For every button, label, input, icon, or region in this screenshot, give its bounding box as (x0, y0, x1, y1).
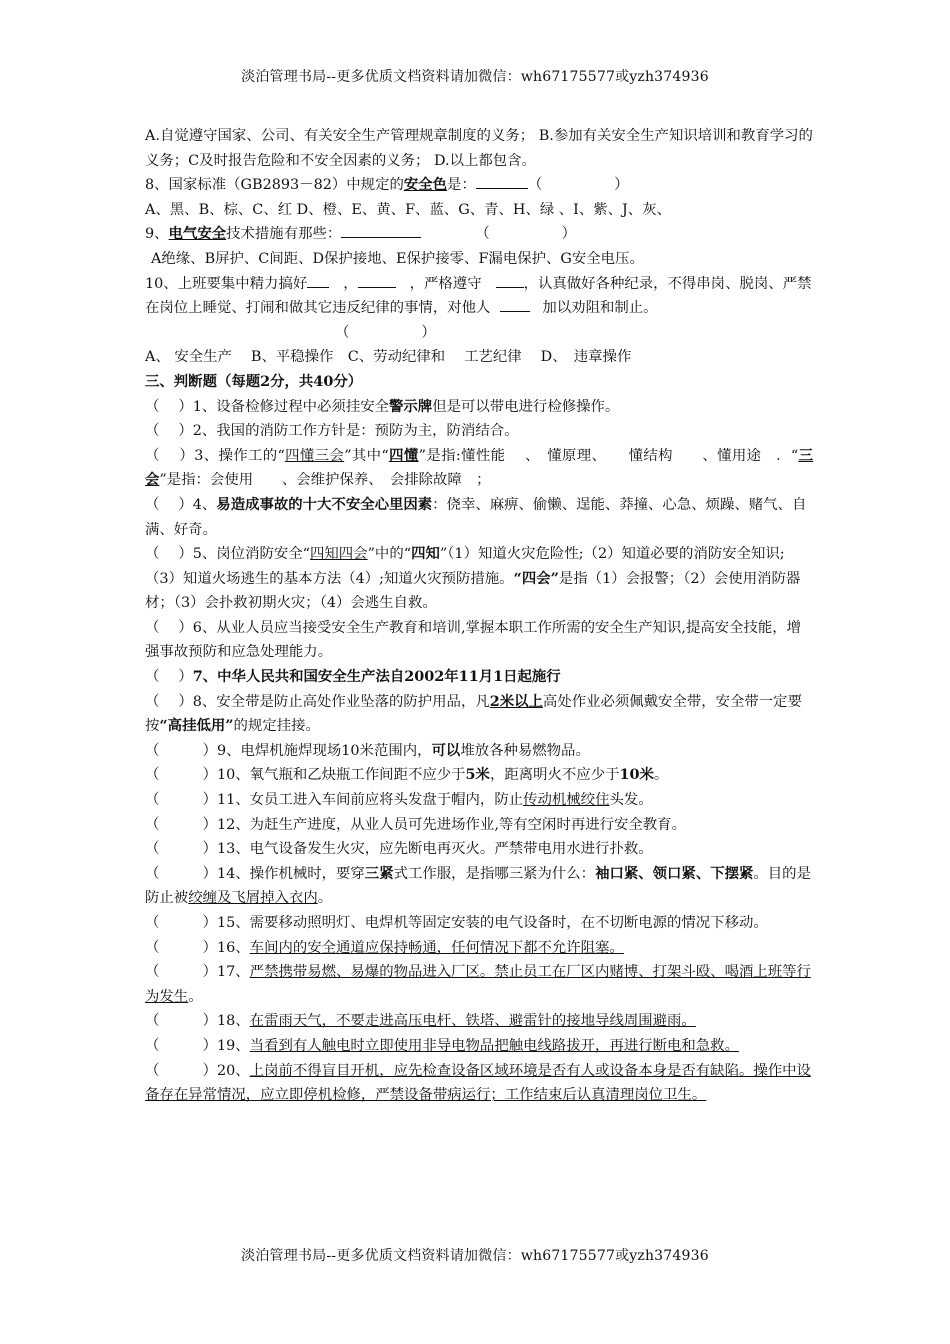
answer-paren[interactable]: （ ） (145, 693, 193, 710)
answer-paren[interactable]: （ ） (145, 767, 217, 784)
judge-15: （ ）15、需要移动照明灯、电焊机等固定安装的电气设备时，在不切断电源的情况下移动。 (145, 915, 768, 931)
page-footer: 淡泊管理书局--更多优质文档资料请加微信：wh67175577或yzh374936 (241, 1248, 709, 1264)
document-body (145, 124, 813, 1108)
answer-blank[interactable] (500, 297, 530, 312)
question-9: 9、电气安全技术措施有那些： （ ） (145, 225, 577, 243)
answer-paren[interactable]: （ ） (145, 964, 217, 981)
answer-blank[interactable] (307, 273, 329, 288)
q8-options: A、黑、B、棕、C、红 D、橙、E、黄、F、蓝、G、青、H、绿 、I、紫、J、灰、 (145, 201, 671, 218)
answer-blank[interactable] (341, 223, 421, 238)
judge-18: （ ）18、在雷雨天气，不要走进高压电杆、铁塔、避雷针的接地导线周围避雨。 (145, 1013, 696, 1030)
answer-paren[interactable]: （ ） (145, 398, 193, 415)
answer-paren[interactable]: （ ） (145, 447, 195, 464)
judge-6: （ ）6、从业人员应当接受安全生产教育和培训,掌握本职工作所需的安全生产知识,提高安全技能，增强事故预防和应急处理能力。 (145, 619, 802, 661)
answer-paren[interactable]: （ ） (475, 226, 577, 243)
answer-paren[interactable]: （ ） (145, 939, 217, 956)
answer-paren[interactable]: （ ） (145, 423, 193, 440)
judge-13: （ ）13、电气设备发生火灾，应先断电再灭火。严禁带电用水进行扑救。 (145, 841, 653, 858)
question-10: 10、上班要集中精力搞好 ， ，严格遵守 ，认真做好各种纪录，不得串岗、脱岗、严禁在岗位上睡觉、打闹和做其它违反纪律的事情，对他人 加以劝阻和制止。（ ） (145, 272, 813, 346)
page-header: 淡泊管理书局--更多优质文档资料请加微信：wh67175577或yzh374936 (241, 69, 709, 85)
judge-14: （ ）14、操作机械时，要穿三紧式工作服，是指哪三紧为什么：袖口紧、领口紧、下摆紧。目的是防止被绞缠及飞屑掉入衣内。 (145, 864, 811, 907)
answer-paren[interactable]: （ ） (145, 1037, 217, 1054)
question-8: 8、国家标准（GB2893－82）中规定的安全色是： （ ） (145, 176, 629, 194)
answer-paren[interactable]: （ ） (145, 742, 217, 759)
q10-options: A、 安全生产 B、平稳操作 C、劳动纪律和 工艺纪律 D、 违章操作 (145, 349, 632, 366)
judge-16: （ ）16、车间内的安全通道应保持畅通，任何情况下都不允许阻塞。 (145, 939, 624, 956)
judge-8: （ ）8、安全带是防止高处作业坠落的防护用品，凡2米以上高处作业必须佩戴安全带，安全带一定要按“高挂低用”的规定挂接。 (145, 692, 802, 735)
answer-paren[interactable]: （ ） (145, 792, 217, 809)
answer-blank[interactable] (496, 273, 524, 288)
judge-2: （ ）2、我国的消防工作方针是：预防为主，防消结合。 (145, 423, 519, 440)
answer-paren[interactable]: （ ） (145, 1013, 217, 1030)
judge-11: （ ）11、女员工进入车间前应将头发盘于帽内，防止传动机械绞住头发。 (145, 792, 653, 809)
answer-paren[interactable]: （ ） (527, 177, 629, 194)
section-3-title: 三、判断题（每题2分，共40分） (145, 372, 363, 390)
q9-options: A绝缘、B屏护、C间距、D保护接地、E保护接零、F漏电保护、G安全电压。 (151, 250, 644, 267)
answer-paren[interactable]: （ ） (145, 669, 193, 686)
answer-paren[interactable]: （ ） (145, 841, 217, 858)
judge-19: （ ）19、当看到有人触电时立即使用非导电物品把触电线路拔开，再进行断电和急救。 (145, 1037, 739, 1054)
judge-1: （ ）1、设备检修过程中必须挂安全警示牌但是可以带电进行检修操作。 (145, 397, 620, 415)
judge-10: （ ）10、氧气瓶和乙炔瓶工作间距不应少于5米，距离明火不应少于10米。 (145, 766, 669, 784)
judge-7: （ ）7、中华人民共和国安全生产法自2002年11月1日起施行 (145, 668, 561, 686)
judge-4: （ ）4、易造成事故的十大不安全心里因素：侥幸、麻痹、偷懒、逞能、莽撞、心急、烦躁、赌气、自满、好奇。 (145, 495, 807, 538)
answer-blank[interactable] (476, 174, 528, 189)
answer-paren[interactable]: （ ） (145, 865, 217, 882)
judge-17: （ ）17、严禁携带易燃、易爆的物品进入厂区。禁止员工在厂区内赌博、打架斗殴、喝酒上班等行为发生。 (145, 964, 811, 1005)
answer-paren[interactable]: （ ） (145, 619, 193, 636)
answer-blank[interactable] (358, 273, 396, 288)
judge-12: （ ）12、为赶生产进度，从业人员可先进场作业,等有空闲时再进行安全教育。 (145, 816, 686, 833)
judge-5: （ ）5、岗位消防安全“四知四会”中的“四知”（1）知道火灾危险性;（2）知道必要的消防安全知识;（3）知道火场逃生的基本方法（4）;知道火灾预防措施。“四会”是指（1）会报警；（2）会使用消防器材；（3）会扑救初期火灾；（4）会逃生自救。 (145, 545, 801, 612)
judge-3: （ ）3、操作工的“四懂三会”其中“四懂”是指:懂性能 、 懂原理、 懂结构 、懂用途 ．“三会”是指：会使用 、会维护保养、 会排除故障 ； (145, 446, 813, 489)
answer-paren[interactable]: （ ） (145, 496, 193, 513)
keyword: 安全色 (403, 176, 448, 194)
answer-paren[interactable]: （ ） (335, 324, 436, 341)
answer-paren[interactable]: （ ） (145, 546, 193, 563)
keyword: 电气安全 (168, 225, 227, 243)
answer-paren[interactable]: （ ） (145, 915, 217, 931)
answer-paren[interactable]: （ ） (145, 816, 217, 833)
answer-paren[interactable]: （ ） (145, 1062, 217, 1079)
q7-options: A.自觉遵守国家、公司、有关安全生产管理规章制度的义务； B.参加有关安全生产知识培训和教育学习的义务；C及时报告危险和不安全因素的义务； D.以上都包含。 (145, 128, 813, 169)
judge-20: （ ）20、上岗前不得盲目开机，应先检查设备区域环境是否有人或设备本身是否有缺陷。操作中设备存在异常情况，应立即停机检修，严禁设备带病运行；工作结束后认真清理岗位卫生。 (145, 1062, 811, 1104)
judge-9: （ ）9、电焊机施焊现场10米范围内，可以堆放各种易燃物品。 (145, 741, 590, 759)
